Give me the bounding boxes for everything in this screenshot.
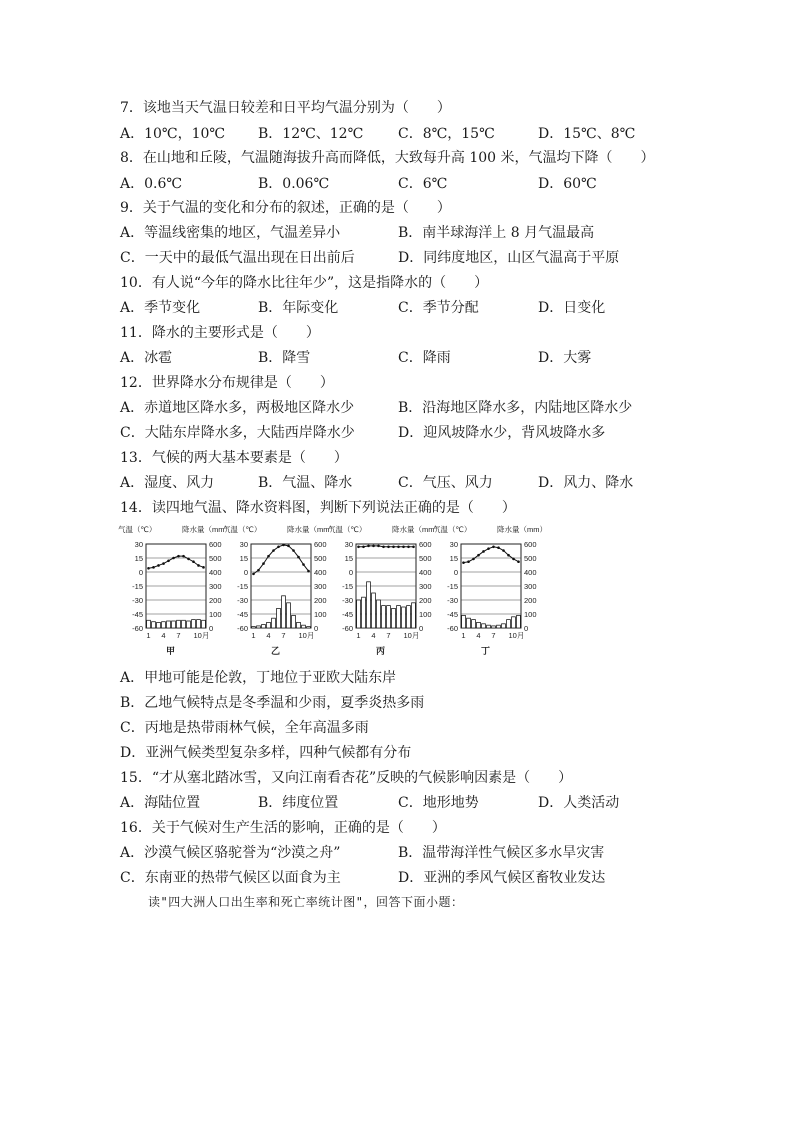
temp-point — [497, 546, 500, 549]
temp-point — [487, 547, 490, 550]
temp-tick-label: -30 — [447, 596, 458, 605]
temp-tick-label: 15 — [344, 554, 353, 563]
option-a: A．沙漠气候区骆驼誉为“沙漠之舟” — [120, 845, 341, 861]
options-row — [120, 398, 640, 418]
precip-bar — [472, 620, 476, 628]
temp-point — [397, 546, 400, 549]
temp-axis-label: 气温（℃） — [223, 525, 262, 534]
option-d: D．迎风坡降水少，背风坡降水多 — [398, 425, 606, 441]
temp-tick-label: 15 — [134, 554, 143, 563]
x-tick-label: 7 — [491, 631, 496, 640]
precip-bar — [392, 608, 396, 628]
precip-bar — [497, 625, 501, 628]
option-d: D．日变化 — [538, 300, 606, 316]
temp-tick-label: -30 — [237, 596, 248, 605]
precip-bar — [162, 622, 166, 628]
precip-tick-label: 100 — [209, 610, 222, 619]
options-row — [120, 124, 640, 144]
option-d: D．人类活动 — [538, 795, 620, 811]
precip-tick-label: 600 — [524, 540, 537, 549]
precip-bar — [517, 615, 521, 628]
precip-tick-label: 0 — [524, 624, 529, 633]
options-row — [120, 248, 640, 268]
temp-tick-label: 15 — [239, 554, 248, 563]
temp-tick-label: -15 — [342, 582, 353, 591]
temp-tick-label: 0 — [348, 568, 353, 577]
temp-point — [202, 566, 205, 569]
x-tick-label: 1 — [146, 631, 151, 640]
precip-tick-label: 200 — [419, 596, 432, 605]
precip-bar — [487, 625, 491, 628]
temp-point — [177, 555, 180, 558]
option-c: C．季节分配 — [398, 300, 479, 316]
question-stem: 10．有人说“今年的降水比往年少”，这是指降水的（ ） — [120, 275, 489, 291]
climate-chart-0 — [118, 524, 232, 656]
precip-tick-label: 200 — [524, 596, 537, 605]
temp-tick-label: 30 — [344, 540, 353, 549]
precip-bar — [172, 621, 176, 628]
precip-tick-label: 600 — [209, 540, 222, 549]
option-c: C．地形地势 — [398, 795, 479, 811]
temp-point — [507, 554, 510, 557]
options-row — [120, 793, 640, 813]
temp-point — [367, 545, 370, 548]
precip-bar — [177, 620, 181, 628]
climate-charts-svg — [116, 522, 547, 662]
temp-point — [292, 549, 295, 552]
precip-bar — [382, 606, 386, 628]
precip-tick-label: 500 — [524, 554, 537, 563]
precip-bar — [412, 603, 416, 628]
option-b: B．0.06℃ — [258, 176, 330, 192]
precip-bar — [372, 593, 376, 628]
temp-point — [407, 546, 410, 549]
option-c: C．降雨 — [398, 350, 451, 366]
temp-point — [302, 563, 305, 566]
precip-bar — [397, 606, 401, 628]
temp-point — [362, 546, 365, 549]
temp-tick-label: -30 — [132, 596, 143, 605]
option-b: B．南半球海洋上 8 月气温最高 — [398, 225, 595, 241]
precip-bar — [257, 626, 261, 628]
x-tick-label: 10月 — [403, 631, 420, 640]
option-c: C．一天中的最低气温出现在日出前后 — [120, 250, 355, 266]
temp-tick-label: 30 — [449, 540, 458, 549]
options-row — [120, 174, 640, 194]
precip-tick-label: 500 — [209, 554, 222, 563]
precip-bar — [302, 625, 306, 628]
options-row — [120, 868, 640, 888]
temp-point — [162, 562, 165, 565]
precip-tick-label: 0 — [419, 624, 424, 633]
option-a: A．湿度、风力 — [120, 475, 215, 491]
temp-tick-label: -45 — [447, 610, 458, 619]
climate-chart-1 — [223, 524, 337, 656]
question-stem: 9．关于气温的变化和分布的叙述，正确的是（ ） — [120, 200, 451, 216]
precip-bar — [182, 620, 186, 628]
precip-tick-label: 300 — [314, 582, 327, 591]
precip-bar — [377, 600, 381, 628]
question-stem: 11．降水的主要形式是（ ） — [120, 325, 320, 341]
temp-point — [412, 546, 415, 549]
options-row — [120, 223, 640, 243]
precip-bar — [482, 624, 486, 628]
precip-tick-label: 600 — [314, 540, 327, 549]
option-d: D．60℃ — [538, 176, 597, 192]
option-d: D．大雾 — [538, 350, 592, 366]
option-a: A．冰雹 — [120, 350, 173, 366]
precip-bar — [367, 582, 371, 628]
x-tick-label: 7 — [176, 631, 181, 640]
temp-point — [252, 573, 255, 576]
precip-bar — [202, 620, 206, 628]
temp-point — [267, 555, 270, 558]
temp-tick-label: -60 — [132, 624, 143, 633]
precip-tick-label: 200 — [314, 596, 327, 605]
options-row — [120, 423, 640, 443]
precip-tick-label: 500 — [314, 554, 327, 563]
temp-tick-label: 0 — [138, 568, 143, 577]
temp-tick-label: -60 — [447, 624, 458, 633]
precip-bar — [267, 622, 271, 628]
temp-axis-label: 气温（℃） — [433, 525, 472, 534]
x-tick-label: 7 — [386, 631, 391, 640]
option-b: B．气温、降水 — [258, 475, 353, 491]
precip-axis-label: 降水量（mm） — [182, 525, 232, 534]
temp-tick-label: 30 — [134, 540, 143, 549]
climate-chart-2 — [328, 524, 442, 656]
precip-bar — [462, 615, 466, 628]
options-row — [120, 298, 640, 318]
temp-point — [462, 561, 465, 564]
precip-tick-label: 400 — [314, 568, 327, 577]
question-stem: 15．“才从塞北踏冰雪，又向江南看杏花”反映的气候影响因素是（ ） — [120, 770, 573, 786]
option-c: C．东南亚的热带气候区以面食为主 — [120, 870, 341, 886]
temp-point — [182, 555, 185, 558]
option-d: D．风力、降水 — [538, 475, 634, 491]
precip-bar — [477, 622, 481, 628]
temp-axis-label: 气温（℃） — [328, 525, 367, 534]
precip-bar — [307, 627, 311, 628]
option-c: C．丙地是热带雨林气候，全年高温多雨 — [120, 720, 369, 736]
option-a: A．赤道地区降水多，两极地区降水少 — [120, 400, 355, 416]
climate-charts — [116, 522, 547, 662]
precip-tick-label: 100 — [419, 610, 432, 619]
precip-bar — [277, 608, 281, 628]
x-tick-label: 4 — [161, 631, 166, 640]
option-c: C．6℃ — [398, 176, 448, 192]
temp-tick-label: 0 — [453, 568, 458, 577]
precip-bar — [287, 603, 291, 628]
question-stem: 14．读四地气温、降水资料图，判断下列说法正确的是（ ） — [120, 500, 516, 516]
x-tick-label: 1 — [461, 631, 466, 640]
temp-point — [517, 560, 520, 563]
option-d: D．15℃、8℃ — [538, 126, 636, 142]
question-stem: 12．世界降水分布规律是（ ） — [120, 375, 334, 391]
precip-bar — [297, 622, 301, 628]
option-d: D．同纬度地区，山区气温高于平原 — [398, 250, 620, 266]
x-tick-label: 10月 — [508, 631, 525, 640]
temp-point — [502, 549, 505, 552]
option-c: C．大陆东岸降水多，大陆西岸降水少 — [120, 425, 355, 441]
temp-point — [402, 546, 405, 549]
x-tick-label: 10月 — [193, 631, 210, 640]
precip-bar — [197, 620, 201, 628]
precip-bar — [252, 627, 256, 628]
options-row — [120, 473, 640, 493]
precip-bar — [407, 606, 411, 628]
chart-name: 丁 — [481, 646, 491, 656]
precip-tick-label: 100 — [524, 610, 537, 619]
temp-tick-label: 0 — [243, 568, 248, 577]
precip-tick-label: 300 — [524, 582, 537, 591]
precip-axis-label: 降水量（mm） — [287, 525, 337, 534]
option-a: A．10℃，10℃ — [120, 126, 226, 142]
precip-tick-label: 500 — [419, 554, 432, 563]
temp-point — [307, 570, 310, 573]
precip-bar — [282, 596, 286, 628]
option-a: A．0.6℃ — [120, 176, 183, 192]
option-b: B．年际变化 — [258, 300, 339, 316]
temp-tick-label: -60 — [237, 624, 248, 633]
x-tick-label: 4 — [371, 631, 376, 640]
precip-bar — [512, 617, 516, 628]
option-b: B．降雪 — [258, 350, 311, 366]
precip-bar — [402, 607, 406, 628]
temp-point — [152, 566, 155, 569]
passage-intro: 读"四大洲人口出生率和死亡率统计图"，回答下面小题： — [148, 895, 464, 909]
temp-point — [172, 557, 175, 560]
temp-axis-label: 气温（℃） — [118, 525, 157, 534]
temp-point — [167, 560, 170, 563]
chart-name: 乙 — [271, 646, 281, 656]
question-stem: 8．在山地和丘陵，气温随海拔升高而降低，大致每升高 100 米，气温均下降（ ） — [120, 150, 655, 166]
temp-point — [287, 545, 290, 548]
precip-bar — [362, 597, 366, 628]
option-c: C．8℃，15℃ — [398, 126, 495, 142]
x-tick-label: 4 — [476, 631, 481, 640]
option-b: B．12℃、12℃ — [258, 126, 364, 142]
temp-point — [472, 558, 475, 561]
precip-bar — [467, 618, 471, 628]
option-b: B．纬度位置 — [258, 795, 339, 811]
x-tick-label: 7 — [281, 631, 286, 640]
options-row — [120, 843, 640, 863]
temp-point — [377, 545, 380, 548]
temp-tick-label: -30 — [342, 596, 353, 605]
precip-bar — [492, 626, 496, 628]
precip-tick-label: 0 — [209, 624, 214, 633]
precip-tick-label: 200 — [209, 596, 222, 605]
precip-bar — [262, 625, 266, 629]
temp-line — [254, 545, 309, 574]
precip-bar — [152, 622, 156, 628]
temp-point — [467, 560, 470, 563]
temp-line — [464, 547, 519, 563]
temp-tick-label: -45 — [132, 610, 143, 619]
option-a: A．海陆位置 — [120, 795, 201, 811]
temp-point — [262, 562, 265, 565]
temp-tick-label: -60 — [342, 624, 353, 633]
precip-bar — [167, 621, 171, 628]
x-tick-label: 1 — [251, 631, 256, 640]
x-tick-label: 4 — [266, 631, 271, 640]
temp-point — [477, 554, 480, 557]
question-stem: 16．关于气候对生产生活的影响，正确的是（ ） — [120, 820, 446, 836]
precip-tick-label: 100 — [314, 610, 327, 619]
temp-tick-label: -15 — [132, 582, 143, 591]
temp-tick-label: 30 — [239, 540, 248, 549]
question-stem: 7．该地当天气温日较差和日平均气温分别为（ ） — [120, 100, 451, 116]
temp-point — [357, 546, 360, 549]
precip-tick-label: 400 — [419, 568, 432, 577]
temp-point — [147, 567, 150, 570]
x-tick-label: 10月 — [298, 631, 315, 640]
precip-axis-label: 降水量（mm） — [497, 525, 547, 534]
option-a: A．等温线密集的地区，气温差异小 — [120, 225, 341, 241]
option-b: B．温带海洋性气候区多水旱灾害 — [398, 845, 605, 861]
temp-tick-label: 15 — [449, 554, 458, 563]
temp-point — [372, 545, 375, 548]
precip-bar — [387, 606, 391, 628]
precip-bar — [147, 620, 151, 628]
temp-point — [387, 546, 390, 549]
temp-point — [197, 564, 200, 567]
precip-bar — [272, 618, 276, 628]
precip-tick-label: 300 — [209, 582, 222, 591]
precip-bar — [157, 622, 161, 628]
climate-chart-3 — [433, 524, 547, 656]
temp-point — [192, 560, 195, 563]
precip-bar — [292, 615, 296, 628]
temp-tick-label: -45 — [342, 610, 353, 619]
precip-bar — [502, 624, 506, 628]
temp-point — [257, 569, 260, 572]
option-b: B．乙地气候特点是冬季温和少雨，夏季炎热多雨 — [120, 695, 425, 711]
precip-bar — [357, 600, 361, 628]
chart-name: 甲 — [166, 646, 176, 656]
option-a: A．季节变化 — [120, 300, 201, 316]
temp-tick-label: -45 — [237, 610, 248, 619]
precip-axis-label: 降水量（mm） — [392, 525, 442, 534]
option-c: C．气压、风力 — [398, 475, 493, 491]
precip-bar — [192, 620, 196, 628]
option-d: D．亚洲气候类型复杂多样，四种气候都有分布 — [120, 745, 412, 761]
precip-tick-label: 0 — [314, 624, 319, 633]
option-d: D．亚洲的季风气候区畜牧业发达 — [398, 870, 606, 886]
options-row — [120, 348, 640, 368]
temp-point — [282, 544, 285, 547]
temp-tick-label: -15 — [237, 582, 248, 591]
temp-point — [392, 546, 395, 549]
precip-tick-label: 300 — [419, 582, 432, 591]
temp-point — [277, 546, 280, 549]
precip-tick-label: 400 — [524, 568, 537, 577]
temp-point — [297, 556, 300, 559]
temp-point — [482, 550, 485, 553]
temp-point — [187, 558, 190, 561]
temp-point — [512, 558, 515, 561]
x-tick-label: 1 — [356, 631, 361, 640]
temp-point — [492, 546, 495, 549]
question-stem: 13．气候的两大基本要素是（ ） — [120, 450, 348, 466]
option-a: A．甲地可能是伦敦，丁地位于亚欧大陆东岸 — [120, 670, 397, 686]
precip-tick-label: 600 — [419, 540, 432, 549]
precip-bar — [507, 620, 511, 628]
temp-point — [382, 546, 385, 549]
temp-tick-label: -15 — [447, 582, 458, 591]
temp-point — [157, 564, 160, 567]
temp-line — [359, 546, 414, 547]
precip-tick-label: 400 — [209, 568, 222, 577]
temp-point — [272, 549, 275, 552]
precip-bar — [187, 621, 191, 628]
chart-name: 丙 — [376, 646, 386, 656]
option-b: B．沿海地区降水多，内陆地区降水少 — [398, 400, 633, 416]
